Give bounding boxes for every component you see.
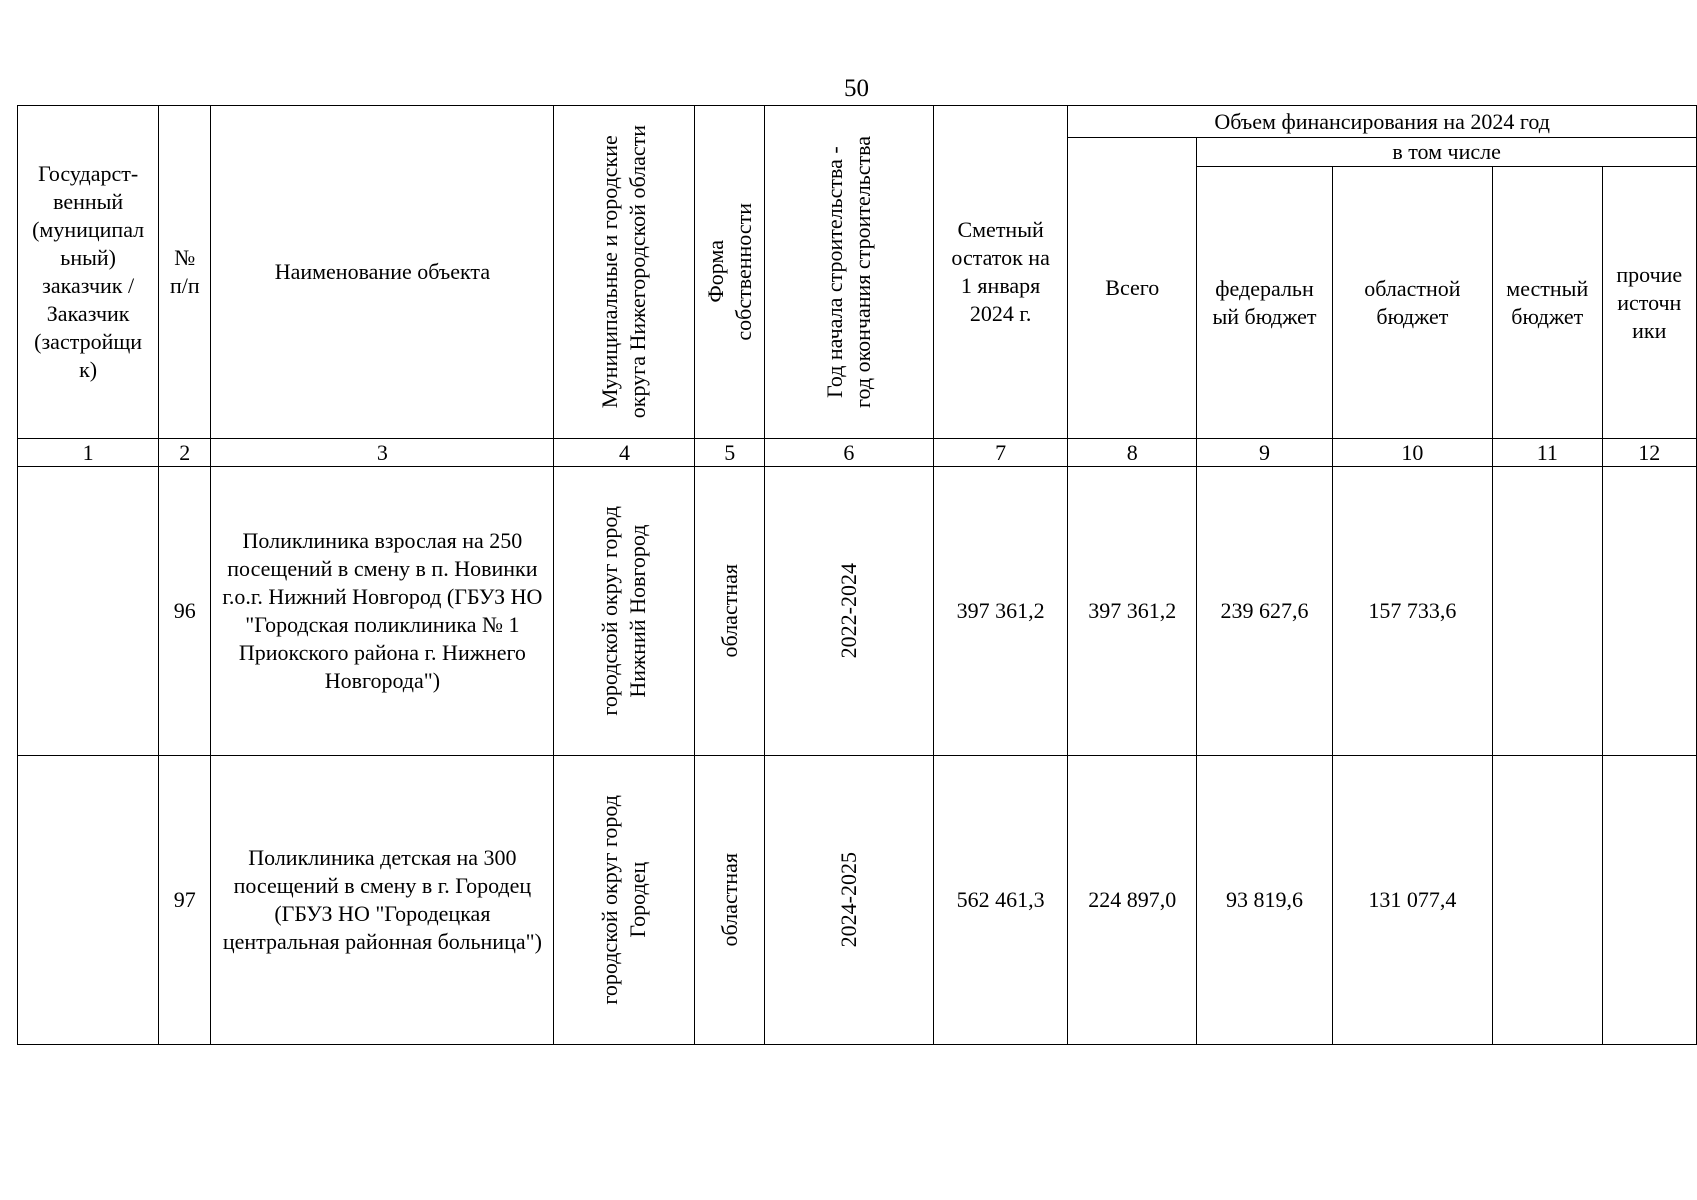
years-text: 2022-2024 <box>835 563 861 659</box>
regional-cell: 157 733,6 <box>1332 467 1492 756</box>
header-district <box>554 106 695 439</box>
object-name-cell: Поликлиника детская на 300 посещений в смену в г. Городец (ГБУЗ НО "Городецкая центральная районная больница") <box>211 756 554 1045</box>
total-cell: 397 361,2 <box>1068 467 1197 756</box>
ownership-text: областная <box>716 564 742 658</box>
column-number: 12 <box>1602 439 1696 467</box>
page-number: 50 <box>844 75 869 102</box>
column-number: 4 <box>554 439 695 467</box>
header-ownership <box>695 106 764 439</box>
years-cell <box>764 756 933 1045</box>
column-number: 2 <box>159 439 211 467</box>
header-district-text: Муниципальные и городские округа Нижегородской области <box>597 125 651 419</box>
customer-cell <box>18 467 159 756</box>
number-cell: 97 <box>159 756 211 1045</box>
ownership-text: областная <box>716 853 742 947</box>
header-federal: федеральн ый бюджет <box>1197 167 1333 439</box>
header-customer: Государст- венный (муниципал ьный) заказчик / Заказчик (застройщи к) <box>18 106 159 439</box>
header-financing-group: Объем финансирования на 2024 год <box>1068 106 1697 138</box>
column-numbers-row <box>18 439 1697 467</box>
header-years-text: Год начала строительства - год окончания строительства <box>821 136 875 408</box>
column-number: 8 <box>1068 439 1197 467</box>
table-row <box>18 467 1697 756</box>
local-cell <box>1493 467 1603 756</box>
other-cell <box>1602 756 1696 1045</box>
header-regional: областной бюджет <box>1332 167 1492 439</box>
district-cell <box>554 467 695 756</box>
years-text: 2024-2025 <box>835 852 861 948</box>
header-other: прочие источн ики <box>1602 167 1696 439</box>
column-number: 11 <box>1493 439 1603 467</box>
column-number: 3 <box>211 439 554 467</box>
customer-cell <box>18 756 159 1045</box>
header-including: в том числе <box>1197 138 1697 167</box>
object-name-cell: Поликлиника взрослая на 250 посещений в смену в п. Новинки г.о.г. Нижний Новгород (ГБУЗ НО "Городская поликлиника № 1 Приокского района г. Нижнего Новгорода") <box>211 467 554 756</box>
regional-cell: 131 077,4 <box>1332 756 1492 1045</box>
total-cell: 224 897,0 <box>1068 756 1197 1045</box>
financing-table <box>17 105 1697 1045</box>
district-cell <box>554 756 695 1045</box>
column-number: 10 <box>1332 439 1492 467</box>
district-text: городской округ город Нижний Новгород <box>597 506 651 716</box>
district-text: городской округ город Городец <box>597 795 651 1005</box>
balance-cell: 562 461,3 <box>933 756 1067 1045</box>
column-number: 9 <box>1197 439 1333 467</box>
years-cell <box>764 467 933 756</box>
local-cell <box>1493 756 1603 1045</box>
balance-cell: 397 361,2 <box>933 467 1067 756</box>
ownership-cell <box>695 467 764 756</box>
federal-cell: 93 819,6 <box>1197 756 1333 1045</box>
header-object-name: Наименование объекта <box>211 106 554 439</box>
column-number: 6 <box>764 439 933 467</box>
header-estimate-balance: Сметный остаток на 1 января 2024 г. <box>933 106 1067 439</box>
column-number: 7 <box>933 439 1067 467</box>
column-number: 5 <box>695 439 764 467</box>
other-cell <box>1602 467 1696 756</box>
header-number: № п/п <box>159 106 211 439</box>
header-local: местный бюджет <box>1493 167 1603 439</box>
ownership-cell <box>695 756 764 1045</box>
column-number: 1 <box>18 439 159 467</box>
header-total: Всего <box>1068 138 1197 439</box>
header-ownership-text: Форма собственности <box>702 203 756 341</box>
number-cell: 96 <box>159 467 211 756</box>
federal-cell: 239 627,6 <box>1197 467 1333 756</box>
table-row <box>18 756 1697 1045</box>
header-years <box>764 106 933 439</box>
